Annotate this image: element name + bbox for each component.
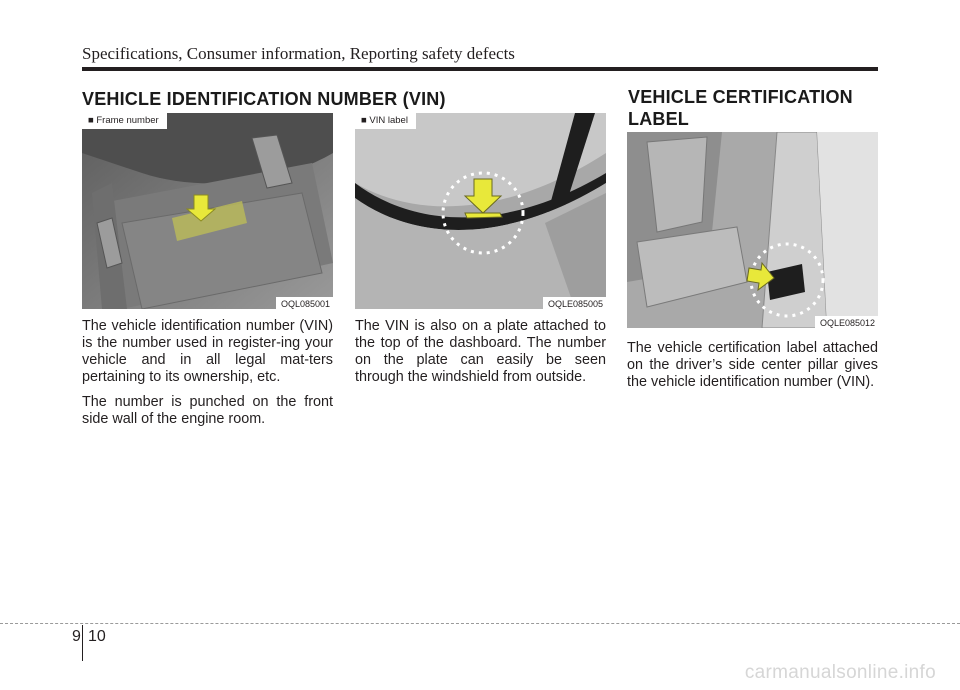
paragraph: The VIN is also on a plate attached to the top of the dashboard. The number on the plate can easily be seen through the windshield from outside. xyxy=(355,318,606,385)
door-pillar-illustration xyxy=(627,132,878,328)
vin-plate xyxy=(465,213,502,218)
cert-label-figure xyxy=(627,132,878,328)
page-number-divider xyxy=(82,625,83,661)
cert-heading: VEHICLE CERTIFICATION LABEL xyxy=(628,87,853,129)
paragraph: The vehicle certification label attached on the driver’s side center pillar gives the vehicle identification number (VIN). xyxy=(627,340,878,390)
figure-tag: ■ Frame number xyxy=(82,113,167,129)
vin-column-1-text xyxy=(82,318,333,436)
figure-code: OQL085001 xyxy=(276,297,333,309)
footer-rule xyxy=(0,623,960,624)
section-number: 9 xyxy=(72,628,81,645)
engine-room-illustration xyxy=(82,113,333,309)
page-header-title: Specifications, Consumer information, Reporting safety defects xyxy=(82,44,515,63)
frame-number-figure xyxy=(82,113,333,309)
watermark: carmanualsonline.info xyxy=(744,662,936,683)
paragraph: The vehicle identification number (VIN) is the number used in register-ing your vehicle and in all legal mat-ters pertaining to its ownership, etc. xyxy=(82,318,333,385)
dashboard-illustration xyxy=(355,113,606,309)
vin-label-figure xyxy=(355,113,606,309)
figure-code: OQLE085005 xyxy=(543,297,606,309)
page-number: 10 xyxy=(88,628,106,645)
figure-tag: ■ VIN label xyxy=(355,113,416,129)
header-rule xyxy=(82,67,878,71)
cert-column-text xyxy=(627,340,878,399)
vin-column-2-text xyxy=(355,318,606,394)
vin-heading: VEHICLE IDENTIFICATION NUMBER (VIN) xyxy=(82,89,446,109)
paragraph: The number is punched on the front side wall of the engine room. xyxy=(82,394,333,427)
figure-code: OQLE085012 xyxy=(815,316,878,328)
